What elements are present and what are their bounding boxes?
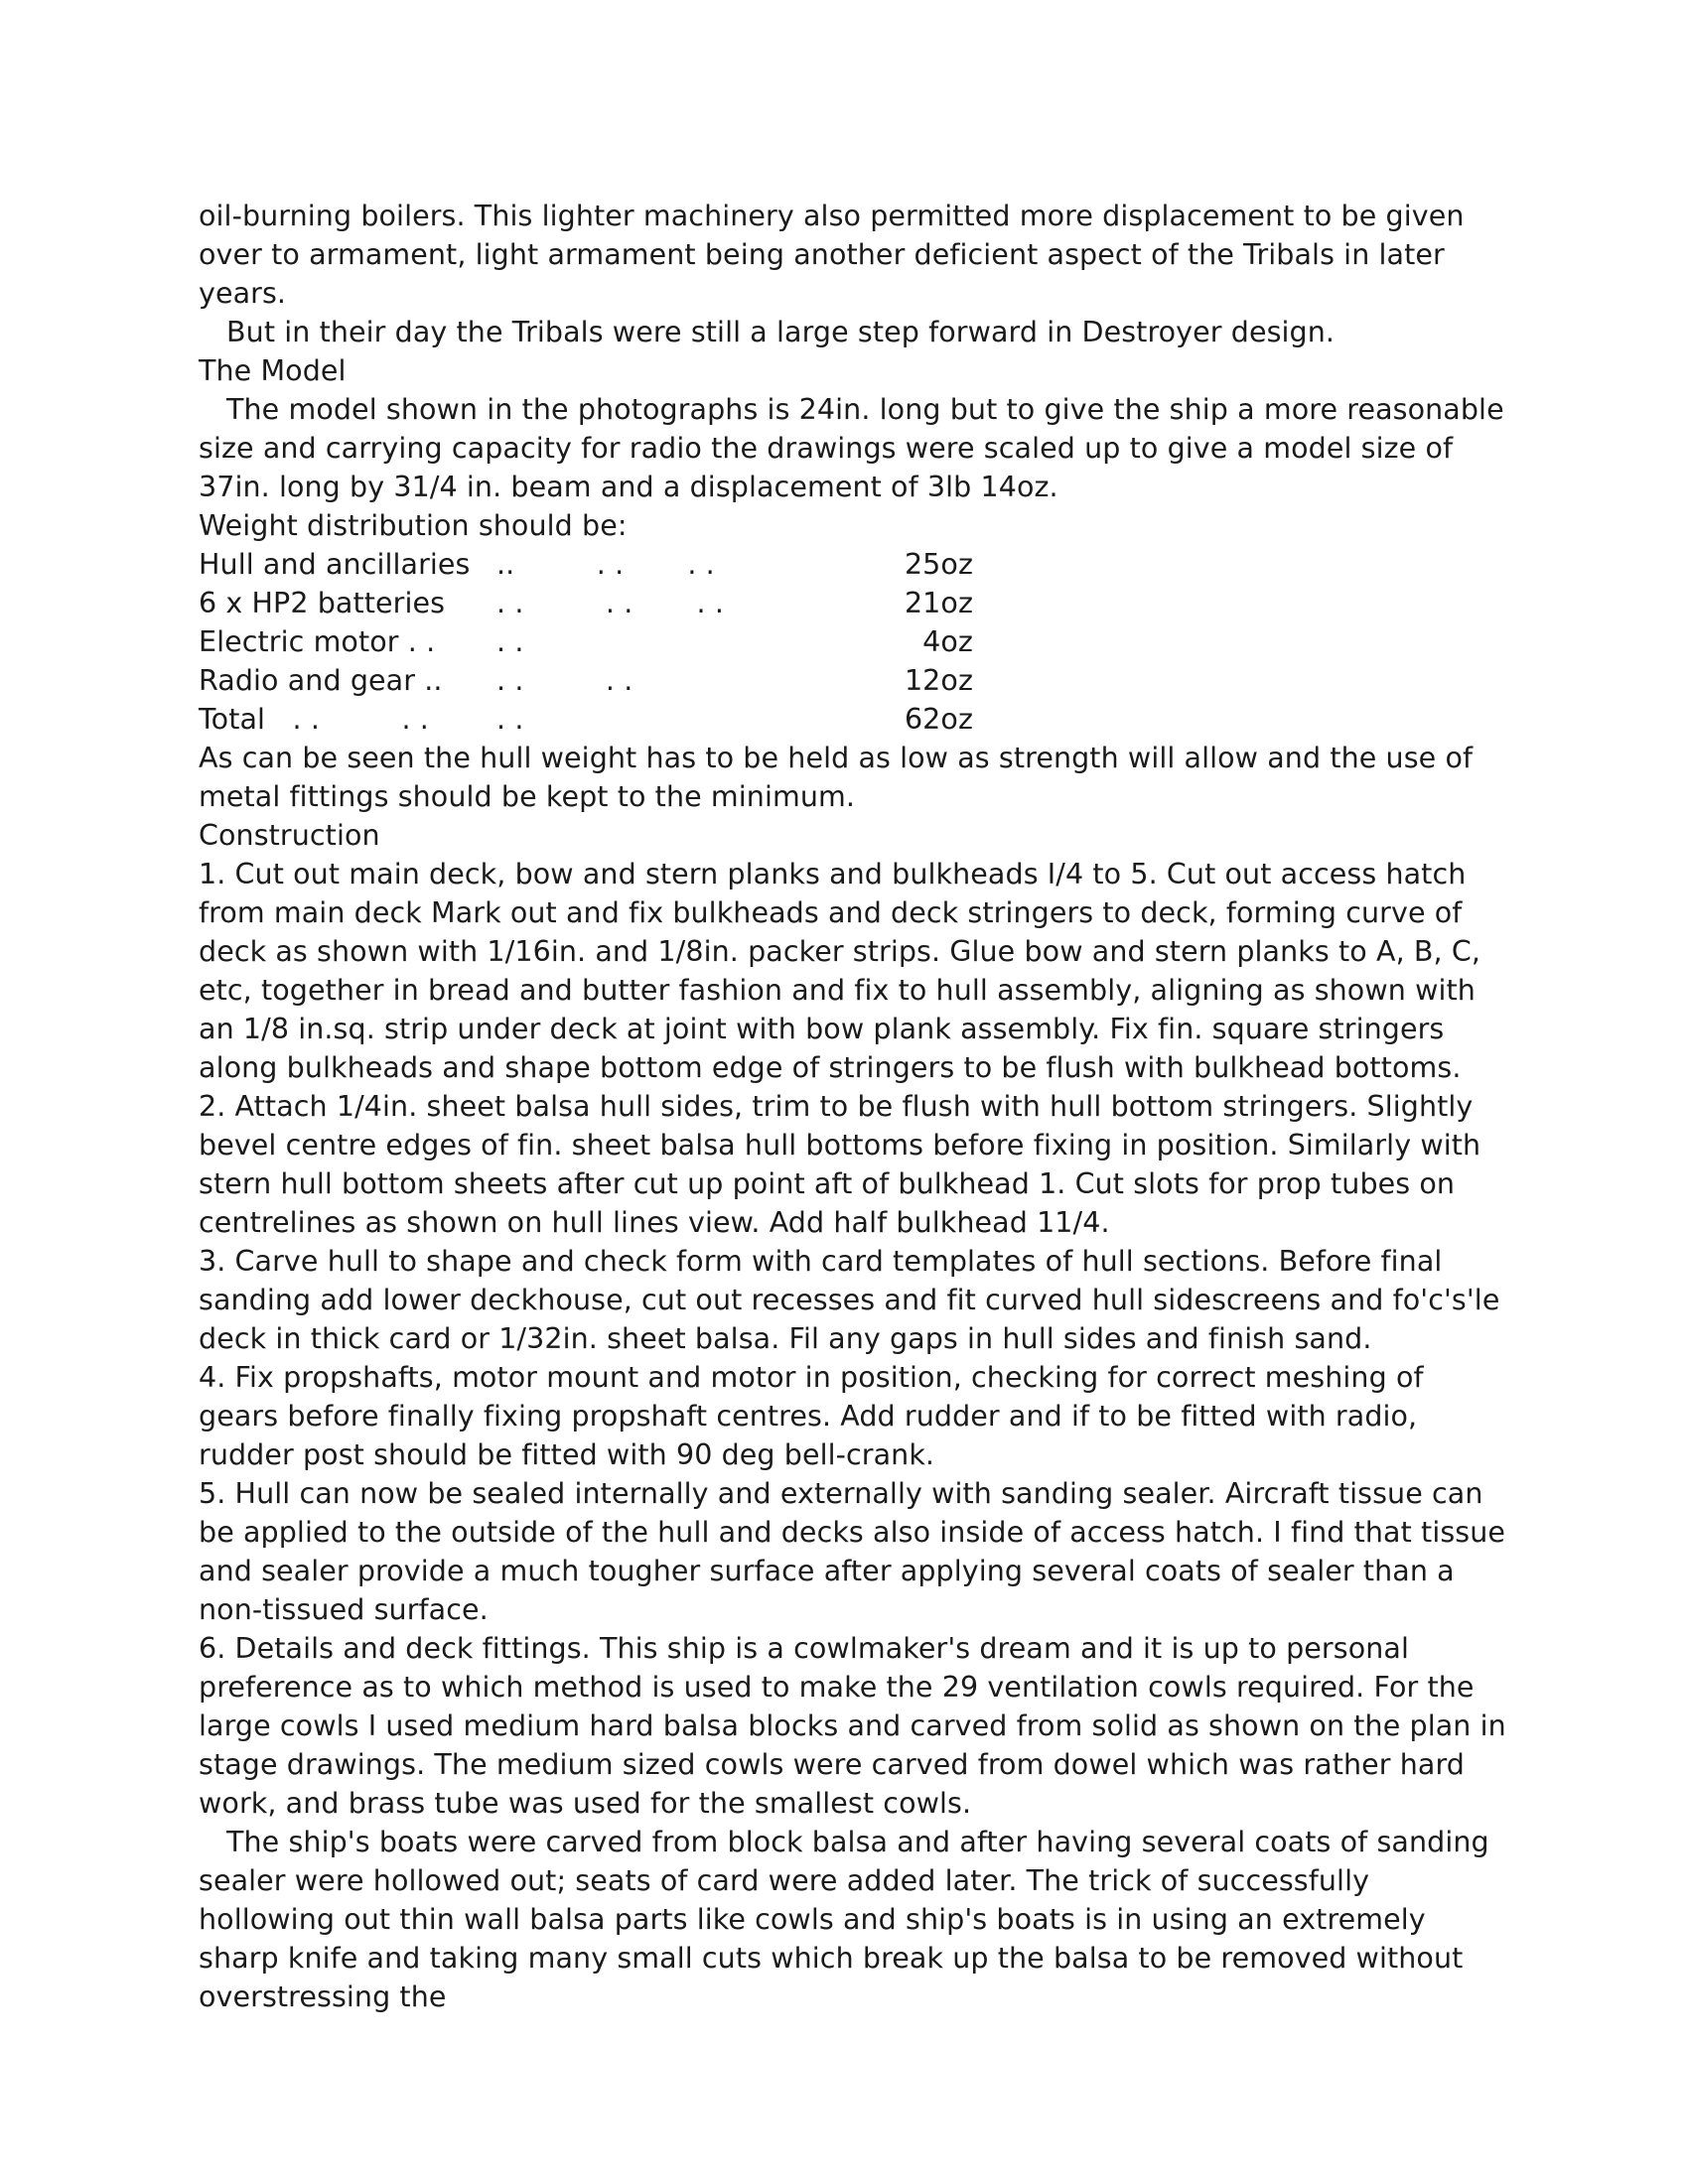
weight-row — [199, 661, 1509, 700]
weight-row — [199, 584, 1509, 622]
weight-item: 6 x HP2 batteries — [199, 587, 446, 619]
weight-value: 4oz — [922, 625, 973, 658]
construction-step-1: 1. Cut out main deck, bow and stern planks and bulkheads I/4 to 5. Cut out access hatch from main deck Mark out and fix bulkheads and deck stringers to deck, forming curve of deck as shown with 1/16in. and 1/8in. packer strips. Glue bow and stern planks to A, B, C, etc, together in bread and butter fashion and fix to hull assembly, aligning as shown with an 1/8 in.sq. strip under deck at joint with bow plank assembly. Fix fin. square stringers along bulkheads and shape bottom edge of stringers to be flush with bulkhead bottoms. — [199, 858, 1481, 1084]
closing-paragraph: The ship's boats were carved from block balsa and after having several coats of sanding sealer were hollowed out; seats of card were added later. The trick of successfully hollowing out thin wall balsa parts like cowls and ship's boats is in using an extremely sharp knife and taking many small cuts which break up the balsa to be removed without overstressing the — [199, 1826, 1489, 2013]
heading-construction: Construction — [199, 819, 380, 852]
weight-item: Hull and ancillaries — [199, 548, 471, 581]
construction-step-2: 2. Attach 1/4in. sheet balsa hull sides, trim to be flush with hull bottom stringers. Slightly bevel centre edges of fin. sheet balsa hull bottoms before fixing in position. Similarly with stern hull bottom sheets after cut up point aft of bulkhead 1. Cut slots for prop tubes on centrelines as shown on hull lines view. Add half bulkhead 11/4. — [199, 1090, 1481, 1239]
heading-the-model: The Model — [199, 354, 347, 387]
weight-value: 12oz — [904, 664, 973, 697]
construction-step-4: 4. Fix propshafts, motor mount and motor in position, checking for correct meshing of gears before finally fixing propshaft centres. Add rudder and if to be fitted with radio, rudder post should be fitted with 90 deg bell-crank. — [199, 1361, 1424, 1471]
construction-step-3: 3. Carve hull to shape and check form with card templates of hull sections. Before final sanding add lower deckhouse, cut out recesses and fit curved hull sidescreens and fo'c's'le deck in thick card or 1/32in. sheet balsa. Fil any gaps in hull sides and finish sand. — [199, 1245, 1500, 1355]
intro-paragraph-1: oil-burning boilers. This lighter machinery also permitted more displacement to be given over to armament, light armament being another deficient aspect of the Tribals in later years. — [199, 200, 1465, 310]
construction-step-5: 5. Hull can now be sealed internally and externally with sanding sealer. Aircraft tissue can be applied to the outside of the hull and decks also inside of access hatch. I find that tissue and sealer provide a much tougher surface after applying several coats of sealer than a non-tissued surface. — [199, 1477, 1506, 1626]
after-weights-paragraph: As can be seen the hull weight has to be held as low as strength will allow and the use of metal fittings should be kept to the minimum. — [199, 742, 1474, 813]
intro-paragraph-2: But in their day the Tribals were still a large step forward in Destroyer design. — [226, 316, 1336, 348]
weight-row — [199, 622, 1509, 661]
model-paragraph: The model shown in the photographs is 24in. long but to give the ship a more reasonable size and carrying capacity for radio the drawings were scaled up to give a model size of 37in. long by 31/4 in. beam and a displacement of 3lb 14oz. — [199, 393, 1504, 503]
weight-row — [199, 545, 1509, 584]
weight-item: Electric motor . . — [199, 625, 436, 658]
weight-leader: . . — [496, 703, 524, 736]
weight-leader: .. . . . . — [496, 548, 715, 581]
weight-item: Total . . . . — [199, 703, 429, 736]
weight-row-total — [199, 700, 1509, 739]
document-page — [199, 197, 1509, 2016]
weight-leader: . . . . . . — [496, 587, 724, 619]
weight-leader: . . . . — [496, 664, 633, 697]
weight-table — [199, 545, 1509, 739]
weight-intro: Weight distribution should be: — [199, 509, 628, 542]
weight-item: Radio and gear .. — [199, 664, 443, 697]
weight-leader: . . — [496, 625, 524, 658]
weight-value: 21oz — [904, 587, 973, 619]
weight-value: 25oz — [904, 548, 973, 581]
construction-step-6: 6. Details and deck fittings. This ship is a cowlmaker's dream and it is up to personal preference as to which method is used to make the 29 ventilation cowls required. For the large cowls I used medium hard balsa blocks and carved from solid as shown on the plan in stage drawings. The medium sized cowls were carved from dowel which was rather hard work, and brass tube was used for the smallest cowls. — [199, 1632, 1506, 1820]
weight-value: 62oz — [904, 703, 973, 736]
